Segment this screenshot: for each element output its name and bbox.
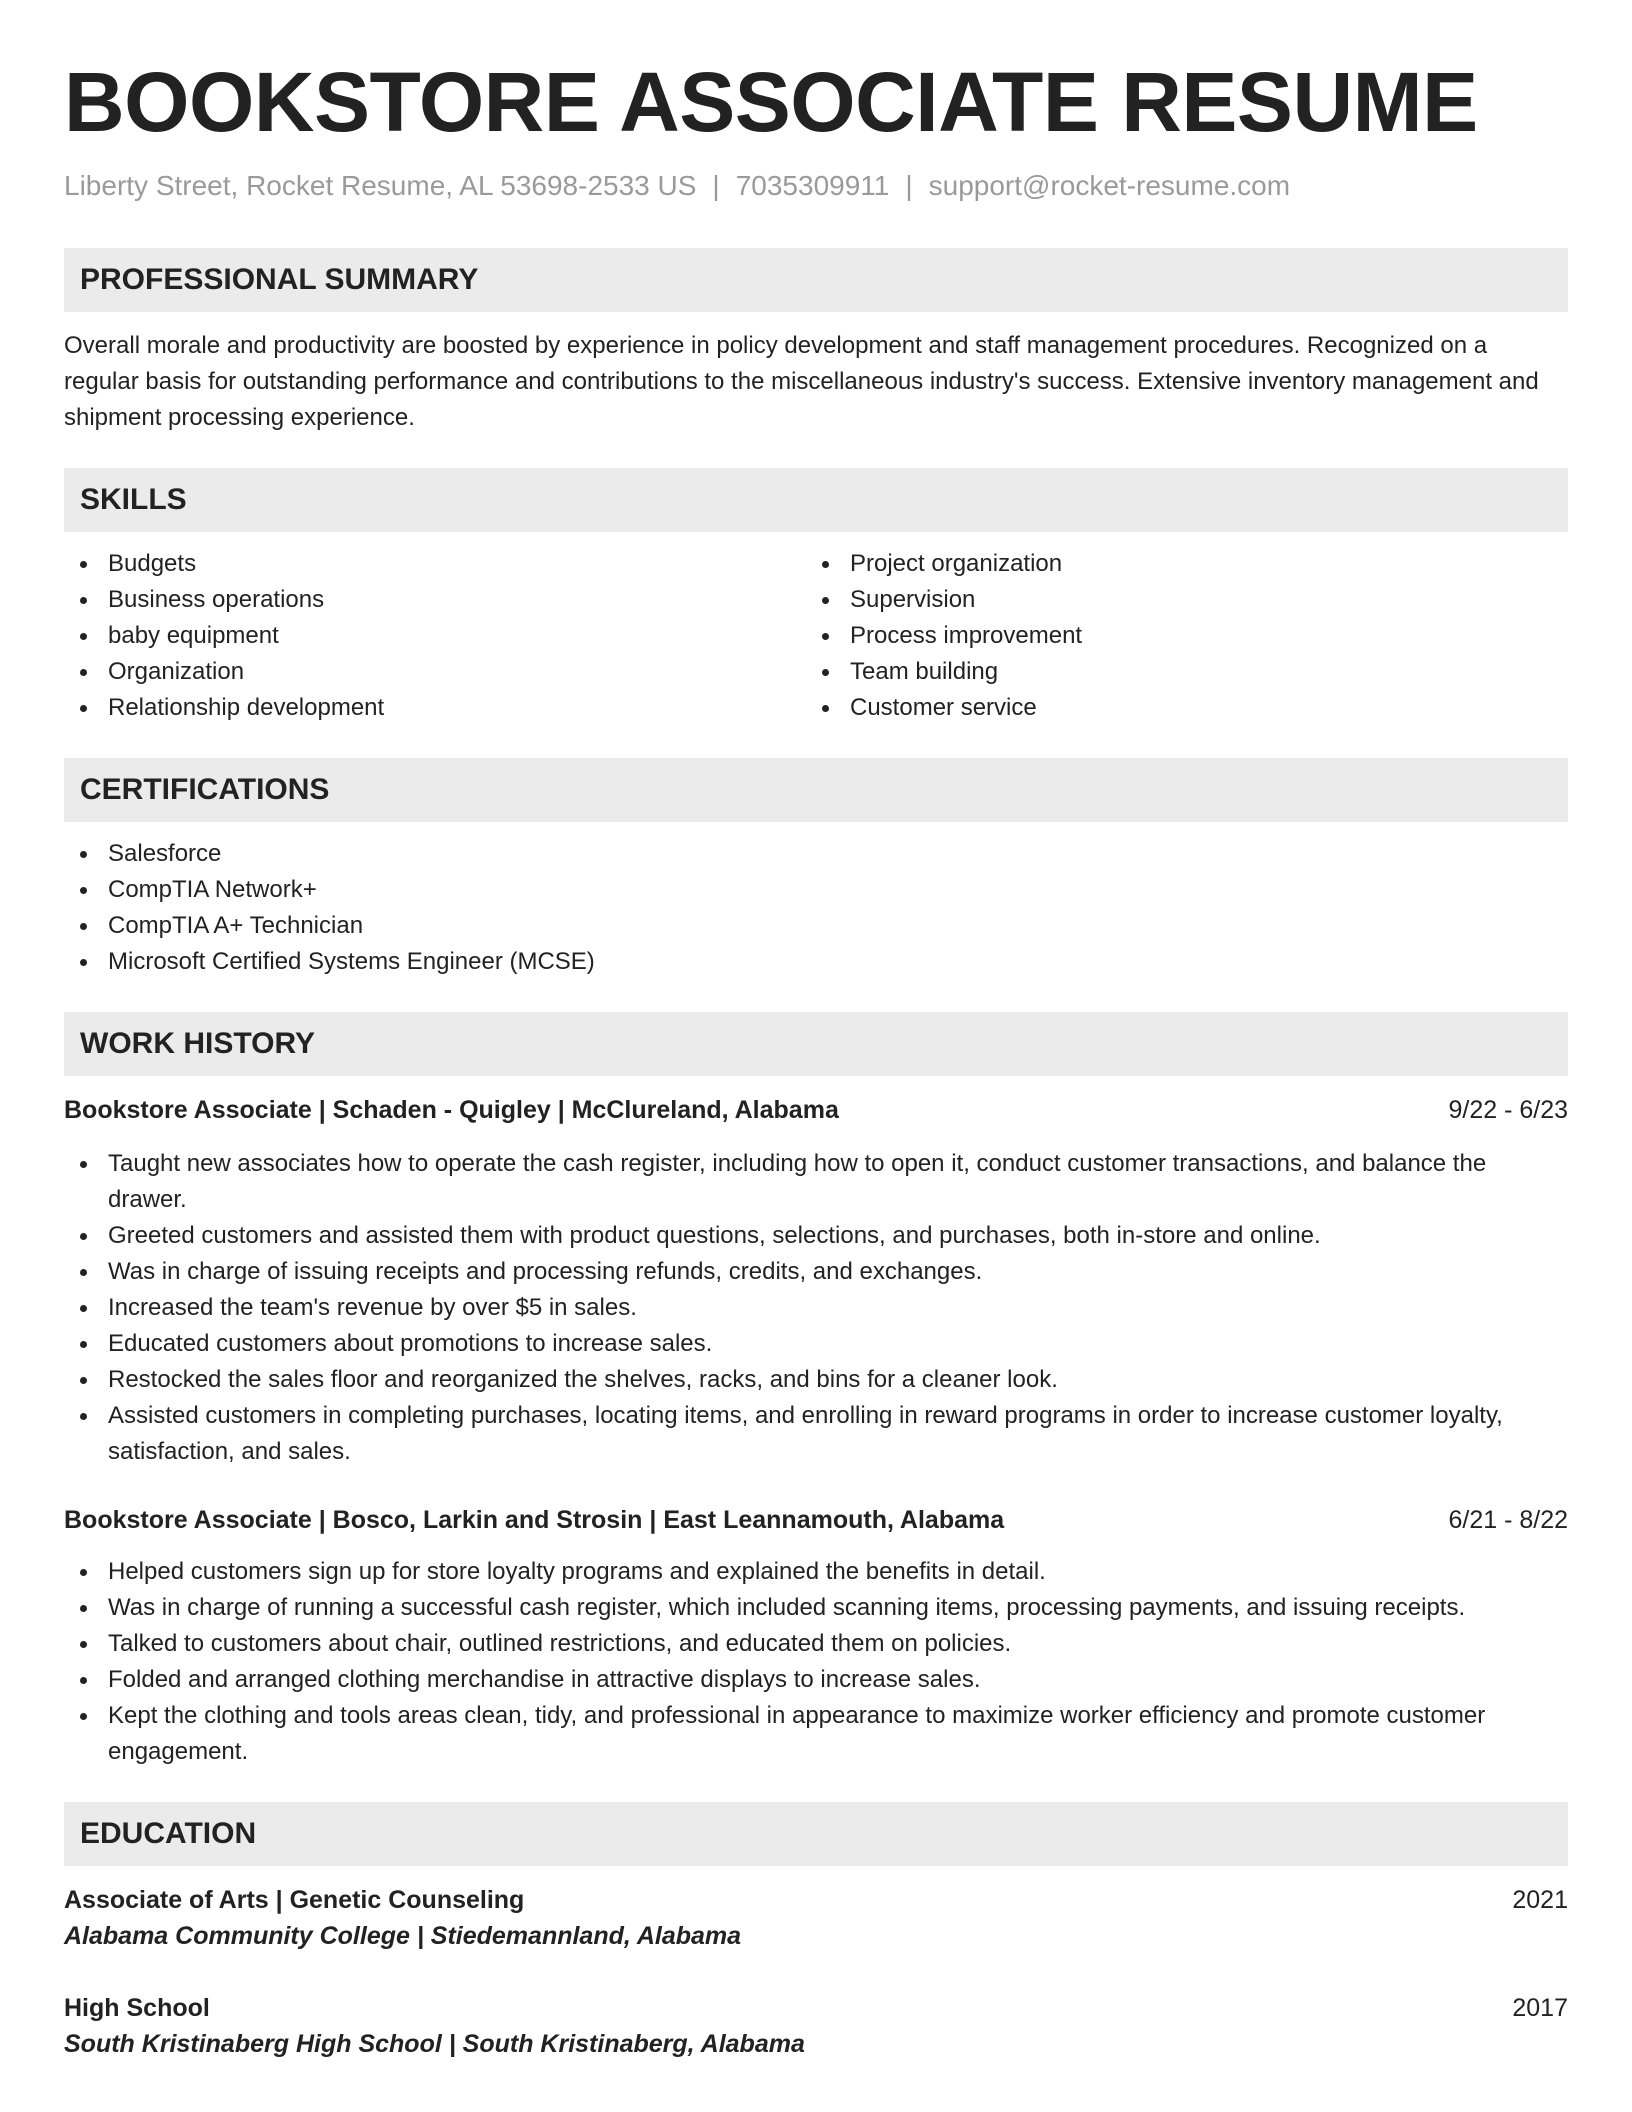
education-section (64, 1802, 1568, 2062)
education-heading: EDUCATION (64, 1802, 1568, 1866)
skills-list-left (64, 546, 806, 726)
contact-address: Liberty Street, Rocket Resume, AL 53698-2533 US (64, 170, 697, 202)
skill-item: Process improvement (806, 618, 1548, 654)
job-entry (64, 1502, 1568, 1770)
contact-separator: | (712, 170, 720, 202)
certifications-list (64, 836, 1568, 980)
education-header (64, 1990, 1568, 2026)
skills-section (64, 468, 1568, 726)
contact-email[interactable]: support@rocket-resume.com (928, 170, 1291, 202)
skill-item: Customer service (806, 690, 1548, 726)
education-degree: Associate of Arts | Genetic Counseling (64, 1886, 525, 1915)
skills-heading: SKILLS (64, 468, 1568, 532)
resume-title: BOOKSTORE ASSOCIATE RESUME (64, 55, 1478, 149)
job-duties (64, 1554, 1568, 1770)
job-header (64, 1502, 1568, 1538)
certification-item: Salesforce (64, 836, 1568, 872)
job-title: Bookstore Associate | Schaden - Quigley | McClureland, Alabama (64, 1096, 839, 1125)
job-duty: Helped customers sign up for store loyalty programs and explained the benefits in detail. (64, 1554, 1568, 1590)
job-duties (64, 1146, 1568, 1470)
certification-item: CompTIA A+ Technician (64, 908, 1568, 944)
skill-item: baby equipment (64, 618, 806, 654)
job-duty: Was in charge of running a successful cash register, which included scanning items, processing payments, and issuing receipts. (64, 1590, 1568, 1626)
summary-section (64, 248, 1568, 436)
work-section (64, 1012, 1568, 1770)
job-duty: Greeted customers and assisted them with product questions, selections, and purchases, both in-store and online. (64, 1218, 1568, 1254)
education-school: Alabama Community College | Stiedemannland, Alabama (64, 1922, 742, 1951)
education-entry (64, 1990, 1568, 2062)
summary-text: Overall morale and productivity are boosted by experience in policy development and staff management procedures. Recognized on a regular basis for outstanding performance and contributions to the miscellaneous industry's success. Extensive inventory management and shipment processing experience. (64, 332, 1539, 432)
education-school: South Kristinaberg High School | South Kristinaberg, Alabama (64, 2030, 805, 2059)
job-entry (64, 1092, 1568, 1470)
job-duty: Kept the clothing and tools areas clean, tidy, and professional in appearance to maximize worker efficiency and promote customer engagement. (64, 1698, 1568, 1770)
job-duty: Folded and arranged clothing merchandise in attractive displays to increase sales. (64, 1662, 1568, 1698)
skill-item: Supervision (806, 582, 1548, 618)
certification-item: CompTIA Network+ (64, 872, 1568, 908)
skill-item: Relationship development (64, 690, 806, 726)
skill-item: Budgets (64, 546, 806, 582)
job-title: Bookstore Associate | Bosco, Larkin and Strosin | East Leannamouth, Alabama (64, 1506, 1005, 1535)
job-dates: 9/22 - 6/23 (1448, 1096, 1568, 1125)
job-duty: Educated customers about promotions to increase sales. (64, 1326, 1568, 1362)
contact-separator: | (905, 170, 913, 202)
job-duty: Assisted customers in completing purchases, locating items, and enrolling in reward programs in order to increase customer loyalty, satisfaction, and sales. (64, 1398, 1568, 1470)
certifications-section (64, 758, 1568, 980)
contact-line (64, 170, 1568, 202)
work-heading: WORK HISTORY (64, 1012, 1568, 1076)
job-dates: 6/21 - 8/22 (1448, 1506, 1568, 1535)
education-entry (64, 1882, 1568, 1954)
skill-item: Project organization (806, 546, 1548, 582)
job-header (64, 1092, 1568, 1128)
education-year: 2021 (1512, 1886, 1568, 1915)
skills-grid (64, 546, 1568, 726)
summary-heading: PROFESSIONAL SUMMARY (64, 248, 1568, 312)
certifications-heading: CERTIFICATIONS (64, 758, 1568, 822)
job-duty: Taught new associates how to operate the cash register, including how to open it, conduct customer transactions, and balance the drawer. (64, 1146, 1568, 1218)
skill-item: Organization (64, 654, 806, 690)
contact-phone: 7035309911 (735, 170, 890, 202)
job-duty: Was in charge of issuing receipts and processing refunds, credits, and exchanges. (64, 1254, 1568, 1290)
education-year: 2017 (1512, 1994, 1568, 2023)
education-degree: High School (64, 1994, 210, 2023)
job-duty: Talked to customers about chair, outlined restrictions, and educated them on policies. (64, 1626, 1568, 1662)
certification-item: Microsoft Certified Systems Engineer (MCSE) (64, 944, 1568, 980)
job-duty: Restocked the sales floor and reorganized the shelves, racks, and bins for a cleaner look. (64, 1362, 1568, 1398)
skill-item: Team building (806, 654, 1548, 690)
skills-list-right (806, 546, 1548, 726)
skill-item: Business operations (64, 582, 806, 618)
job-duty: Increased the team's revenue by over $5 in sales. (64, 1290, 1568, 1326)
education-header (64, 1882, 1568, 1918)
